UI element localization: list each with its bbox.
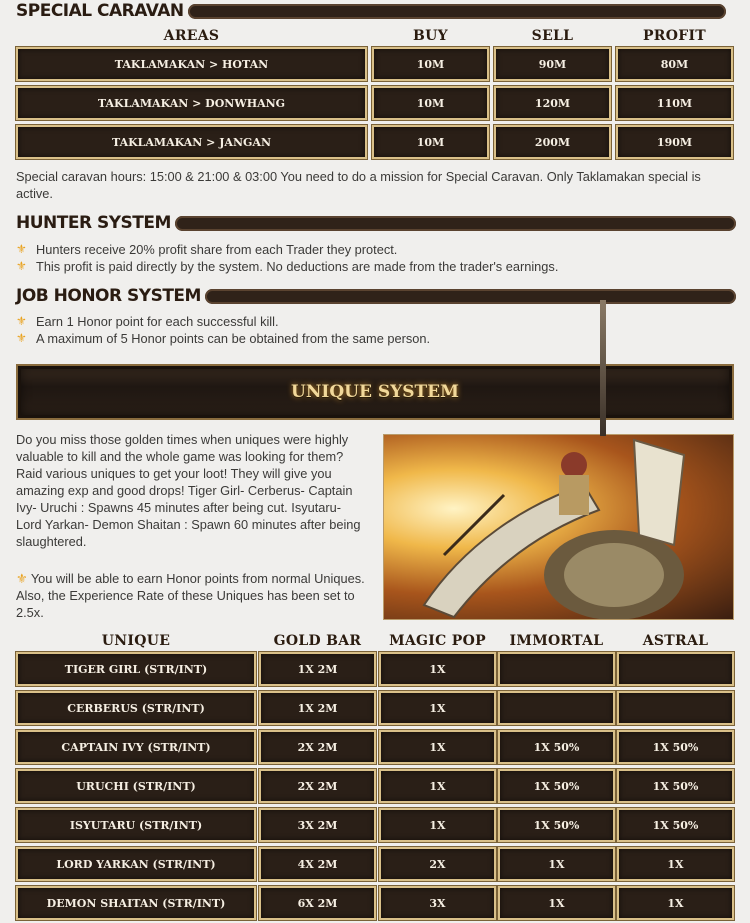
magic-pop-cell: 1X	[379, 730, 496, 764]
hunter-system-title: HUNTER SYSTEM	[16, 213, 171, 233]
col-magic-pop: MAGIC POP	[389, 633, 486, 649]
unique-name-cell: DEMON SHAITAN (STR/INT)	[16, 886, 256, 920]
immortal-cell	[498, 691, 615, 725]
magic-pop-cell: 1X	[379, 808, 496, 842]
magic-pop-cell: 1X	[379, 652, 496, 686]
spear-pole	[600, 300, 606, 436]
fleur-icon: ⚜	[16, 259, 27, 273]
caravan-sell-cell: 200M	[494, 125, 611, 159]
gold-bar-cell: 2X 2M	[259, 769, 376, 803]
caravan-buy-cell: 10M	[372, 47, 489, 81]
job-honor-heading	[16, 285, 736, 307]
heading-bar	[188, 4, 726, 19]
col-unique: UNIQUE	[101, 633, 171, 649]
astral-cell	[617, 652, 734, 686]
caravan-buy-cell: 10M	[372, 86, 489, 120]
gold-bar-cell: 4X 2M	[259, 847, 376, 881]
gold-bar-cell: 2X 2M	[259, 730, 376, 764]
caravan-sell-cell: 90M	[494, 47, 611, 81]
astral-cell: 1X	[617, 886, 734, 920]
list-item: ⚜ A maximum of 5 Honor points can be obtained from the same person.	[16, 331, 431, 346]
unique-honor-note: ⚜ You will be able to earn Honor points from normal Uniques. Also, the Experience Rate of these Uniques has been set to 2.5x.	[16, 571, 365, 620]
unique-name-cell: CERBERUS (STR/INT)	[16, 691, 256, 725]
magic-pop-cell: 1X	[379, 769, 496, 803]
caravan-area-cell: TAKLAMAKAN > HOTAN	[16, 47, 367, 81]
unique-system-banner	[16, 364, 734, 420]
immortal-cell: 1X 50%	[498, 769, 615, 803]
immortal-cell: 1X 50%	[498, 808, 615, 842]
col-immortal: IMMORTAL	[509, 633, 604, 649]
caravan-area-cell: TAKLAMAKAN > DONWHANG	[16, 86, 367, 120]
immortal-cell: 1X 50%	[498, 730, 615, 764]
caravan-profit-cell: 110M	[616, 86, 733, 120]
fleur-icon: ⚜	[16, 571, 28, 586]
unique-intro: Do you miss those golden times when uniques were highly valuable to kill and the whole game was looking for them? Raid various uniques to get your loot! They will give you amazing exp and good drops! Tiger Girl- Cerberus- Captain Ivy- Uruchi : Spawns 45 minutes after being cut. Isyutaru- Lord Yarkan- Demon Shaitan : Spawn 60 minutes after being slaughtered.	[16, 432, 361, 549]
list-item: ⚜ Earn 1 Honor point for each successful kill.	[16, 314, 279, 329]
list-item: ⚜ This profit is paid directly by the system. No deductions are made from the trader's earnings.	[16, 259, 559, 274]
job-honor-title: JOB HONOR SYSTEM	[16, 286, 201, 306]
caravan-note: Special caravan hours: 15:00 & 21:00 & 03:00 You need to do a mission for Special Caravan. Only Taklamakan special is active.	[16, 169, 701, 201]
gold-bar-cell: 1X 2M	[259, 652, 376, 686]
heading-bar	[205, 289, 736, 304]
gold-bar-cell: 6X 2M	[259, 886, 376, 920]
astral-cell: 1X 50%	[617, 808, 734, 842]
unique-name-cell: URUCHI (STR/INT)	[16, 769, 256, 803]
col-sell: SELL	[531, 28, 574, 44]
col-profit: PROFIT	[642, 28, 707, 44]
unique-name-cell: ISYUTARU (STR/INT)	[16, 808, 256, 842]
caravan-profit-cell: 190M	[616, 125, 733, 159]
list-item: ⚜ Hunters receive 20% profit share from each Trader they protect.	[16, 242, 398, 257]
unique-name-cell: LORD YARKAN (STR/INT)	[16, 847, 256, 881]
fleur-icon: ⚜	[16, 331, 27, 345]
gold-bar-cell: 3X 2M	[259, 808, 376, 842]
unique-name-cell: TIGER GIRL (STR/INT)	[16, 652, 256, 686]
immortal-cell: 1X	[498, 847, 615, 881]
magic-pop-cell: 2X	[379, 847, 496, 881]
astral-cell: 1X 50%	[617, 769, 734, 803]
heading-bar	[175, 216, 736, 231]
immortal-cell	[498, 652, 615, 686]
unique-monster-image	[383, 434, 734, 620]
immortal-cell: 1X	[498, 886, 615, 920]
magic-pop-cell: 3X	[379, 886, 496, 920]
caravan-area-cell: TAKLAMAKAN > JANGAN	[16, 125, 367, 159]
gold-bar-cell: 1X 2M	[259, 691, 376, 725]
caravan-buy-cell: 10M	[372, 125, 489, 159]
special-caravan-heading	[16, 0, 726, 22]
col-buy: BUY	[413, 28, 448, 44]
hunter-system-heading	[16, 212, 736, 234]
astral-cell	[617, 691, 734, 725]
caravan-sell-cell: 120M	[494, 86, 611, 120]
col-astral: ASTRAL	[642, 633, 709, 649]
special-caravan-title: SPECIAL CARAVAN	[16, 1, 184, 21]
unique-name-cell: CAPTAIN IVY (STR/INT)	[16, 730, 256, 764]
astral-cell: 1X 50%	[617, 730, 734, 764]
unique-system-title: UNIQUE SYSTEM	[291, 382, 459, 402]
magic-pop-cell: 1X	[379, 691, 496, 725]
fleur-icon: ⚜	[16, 242, 27, 256]
col-areas: AREAS	[163, 28, 220, 44]
fleur-icon: ⚜	[16, 314, 27, 328]
astral-cell: 1X	[617, 847, 734, 881]
col-gold-bar: GOLD BAR	[273, 633, 362, 649]
caravan-profit-cell: 80M	[616, 47, 733, 81]
